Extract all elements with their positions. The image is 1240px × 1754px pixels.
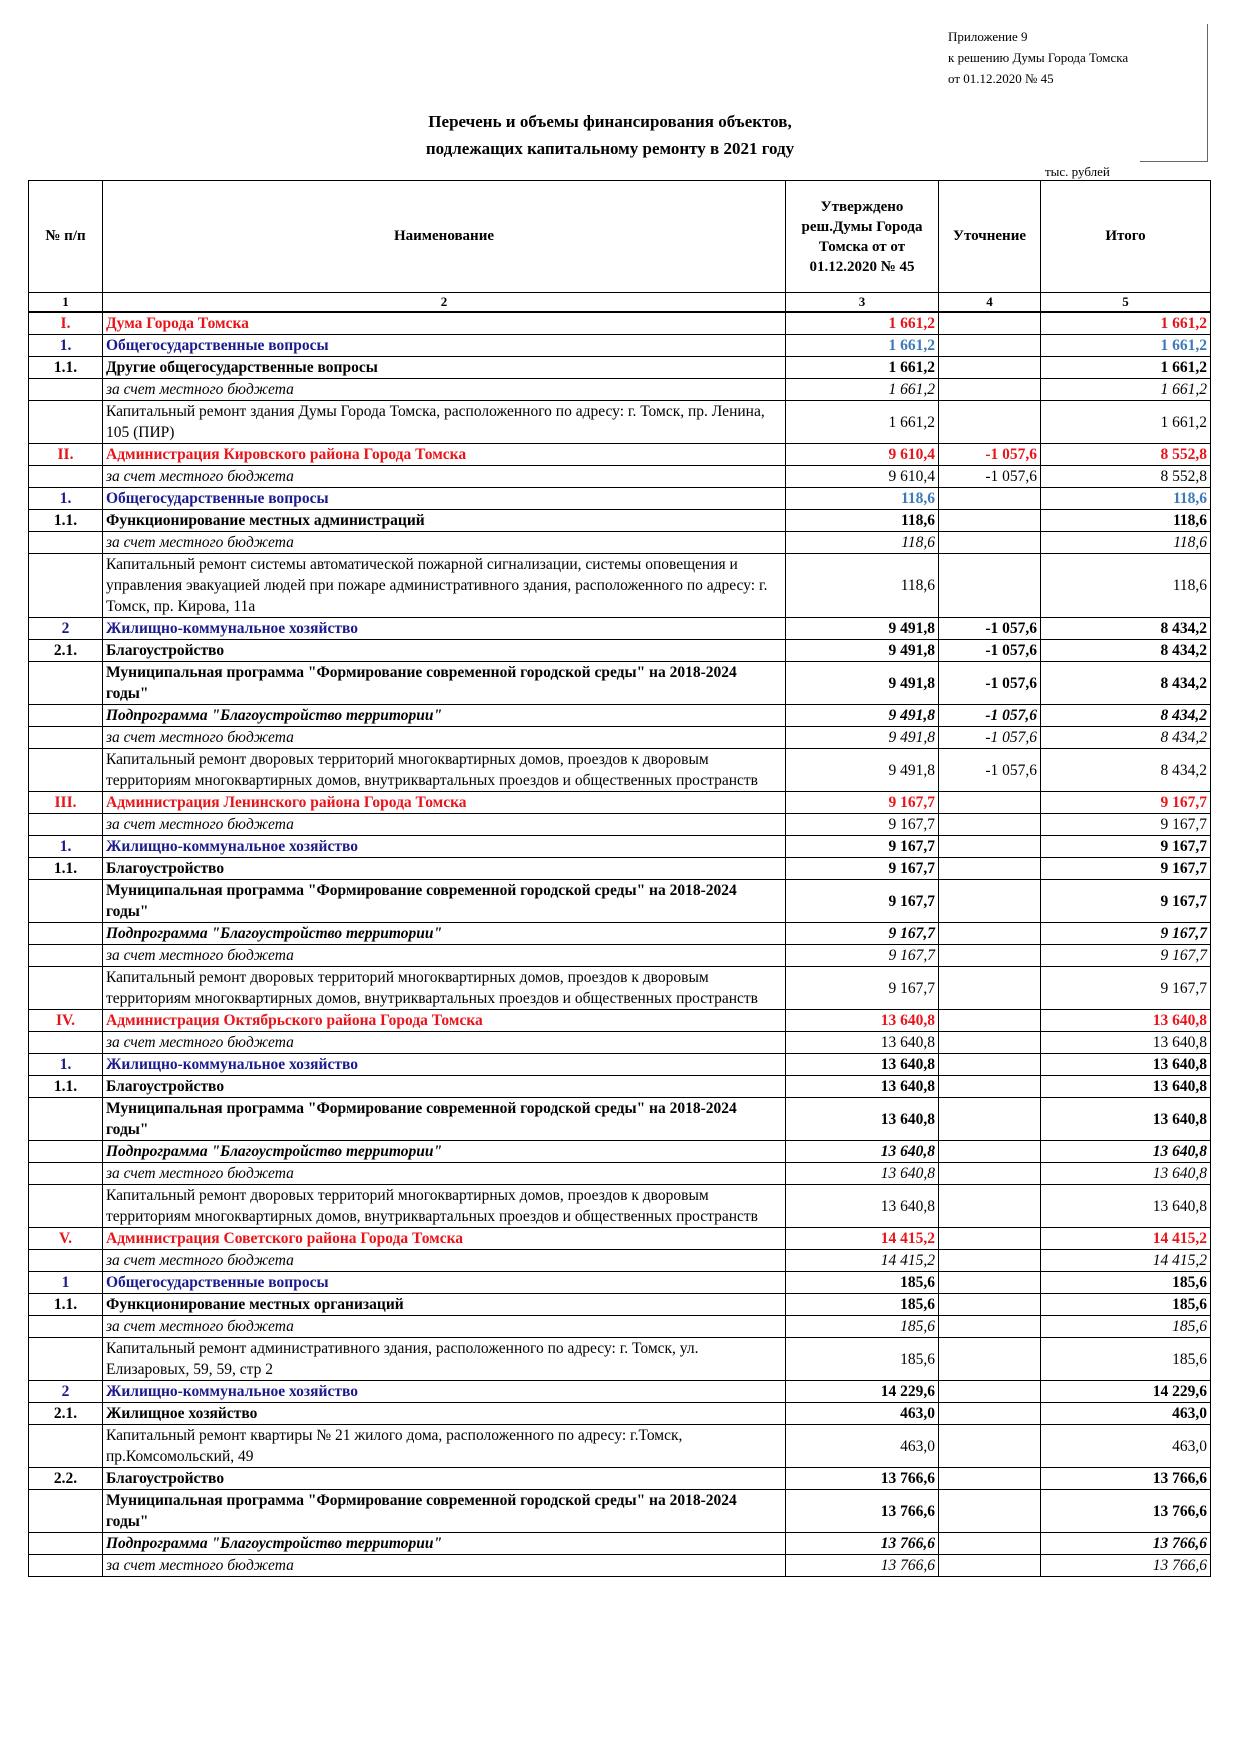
row-number [29, 1163, 103, 1185]
table-row [29, 640, 1211, 662]
table-row [29, 749, 1211, 792]
table-row [29, 814, 1211, 836]
header-row [29, 181, 1211, 293]
colnum-5: 5 [1041, 293, 1211, 313]
row-clarify: -1 057,6 [939, 727, 1041, 749]
row-name: Функционирование местных администраций [103, 510, 786, 532]
row-number: III. [29, 792, 103, 814]
table-row [29, 554, 1211, 618]
row-clarify [939, 335, 1041, 357]
row-clarify [939, 1555, 1041, 1577]
row-approved: 463,0 [786, 1403, 939, 1425]
row-total: 13 640,8 [1041, 1010, 1211, 1032]
row-approved: 9 491,8 [786, 640, 939, 662]
row-clarify [939, 1272, 1041, 1294]
appendix-border-vertical [1207, 24, 1208, 162]
row-approved: 14 229,6 [786, 1381, 939, 1403]
table-row [29, 880, 1211, 923]
row-name: Администрация Октябрьского района Города Томска [103, 1010, 786, 1032]
table-row [29, 1032, 1211, 1054]
row-total: 13 640,8 [1041, 1163, 1211, 1185]
row-name: Капитальный ремонт квартиры № 21 жилого дома, расположенного по адресу: г.Томск, пр.Комсомольский, 49 [103, 1425, 786, 1468]
row-total: 185,6 [1041, 1272, 1211, 1294]
table-row [29, 967, 1211, 1010]
row-approved: 9 167,7 [786, 858, 939, 880]
row-approved: 9 167,7 [786, 814, 939, 836]
row-name: Капитальный ремонт дворовых территорий многоквартирных домов, проездов к дворовым территориям многоквартирных домов, внутриквартальных проездов и общественных пространств [103, 967, 786, 1010]
table-row [29, 1381, 1211, 1403]
row-approved: 13 640,8 [786, 1141, 939, 1163]
row-name: Жилищно-коммунальное хозяйство [103, 1054, 786, 1076]
row-total: 9 167,7 [1041, 880, 1211, 923]
table-row [29, 705, 1211, 727]
row-clarify [939, 554, 1041, 618]
row-approved: 9 491,8 [786, 618, 939, 640]
row-total: 8 552,8 [1041, 444, 1211, 466]
row-number [29, 532, 103, 554]
row-approved: 1 661,2 [786, 357, 939, 379]
colnum-3: 3 [786, 293, 939, 313]
row-approved: 13 766,6 [786, 1555, 939, 1577]
table-row [29, 1228, 1211, 1250]
header-total: Итого [1041, 181, 1211, 293]
row-name: Администрация Кировского района Города Томска [103, 444, 786, 466]
row-total: 1 661,2 [1041, 335, 1211, 357]
row-clarify [939, 379, 1041, 401]
row-name: Муниципальная программа "Формирование современной городской среды" на 2018-2024 годы" [103, 1490, 786, 1533]
row-approved: 1 661,2 [786, 335, 939, 357]
row-number: V. [29, 1228, 103, 1250]
table-row [29, 379, 1211, 401]
row-number [29, 662, 103, 705]
table-row [29, 1555, 1211, 1577]
row-total: 185,6 [1041, 1294, 1211, 1316]
row-number: 1.1. [29, 357, 103, 379]
row-name: за счет местного бюджета [103, 532, 786, 554]
appendix-line-3: от 01.12.2020 № 45 [948, 71, 1054, 86]
row-total: 13 640,8 [1041, 1032, 1211, 1054]
row-number [29, 705, 103, 727]
row-approved: 13 640,8 [786, 1098, 939, 1141]
colnum-4: 4 [939, 293, 1041, 313]
table-row [29, 945, 1211, 967]
row-clarify [939, 1250, 1041, 1272]
row-approved: 9 610,4 [786, 466, 939, 488]
row-total: 13 640,8 [1041, 1141, 1211, 1163]
row-approved: 1 661,2 [786, 401, 939, 444]
row-number: 1.1. [29, 1294, 103, 1316]
row-number [29, 401, 103, 444]
row-clarify: -1 057,6 [939, 640, 1041, 662]
table-row [29, 1054, 1211, 1076]
row-total: 13 766,6 [1041, 1468, 1211, 1490]
row-number [29, 379, 103, 401]
row-name: за счет местного бюджета [103, 1032, 786, 1054]
appendix-line-2: к решению Думы Города Томска [948, 50, 1129, 65]
row-clarify: -1 057,6 [939, 705, 1041, 727]
row-name: за счет местного бюджета [103, 1163, 786, 1185]
row-name: Капитальный ремонт дворовых территорий многоквартирных домов, проездов к дворовым территориям многоквартирных домов, внутриквартальных проездов и общественных пространств [103, 1185, 786, 1228]
row-approved: 13 640,8 [786, 1054, 939, 1076]
table-row [29, 1316, 1211, 1338]
row-clarify: -1 057,6 [939, 749, 1041, 792]
row-number [29, 1098, 103, 1141]
row-total: 1 661,2 [1041, 401, 1211, 444]
appendix-border-horizontal [1140, 161, 1208, 162]
row-number [29, 1490, 103, 1533]
table-row [29, 1272, 1211, 1294]
table-row [29, 792, 1211, 814]
table-row [29, 1163, 1211, 1185]
row-approved: 9 610,4 [786, 444, 939, 466]
row-number: 1. [29, 488, 103, 510]
row-total: 185,6 [1041, 1316, 1211, 1338]
row-total: 9 167,7 [1041, 814, 1211, 836]
row-clarify [939, 357, 1041, 379]
row-total: 8 434,2 [1041, 727, 1211, 749]
row-total: 14 415,2 [1041, 1250, 1211, 1272]
row-clarify [939, 967, 1041, 1010]
table-row [29, 1425, 1211, 1468]
row-clarify [939, 1533, 1041, 1555]
row-clarify [939, 1403, 1041, 1425]
table-row [29, 1468, 1211, 1490]
document-title [300, 108, 920, 162]
table-row [29, 1076, 1211, 1098]
row-total: 9 167,7 [1041, 923, 1211, 945]
row-number [29, 923, 103, 945]
row-number: 2.1. [29, 1403, 103, 1425]
row-number [29, 1533, 103, 1555]
table-row [29, 727, 1211, 749]
row-total: 9 167,7 [1041, 967, 1211, 1010]
row-name: Подпрограмма "Благоустройство территории" [103, 923, 786, 945]
row-clarify [939, 1054, 1041, 1076]
table-row [29, 1294, 1211, 1316]
row-total: 13 766,6 [1041, 1490, 1211, 1533]
row-number: 1. [29, 1054, 103, 1076]
row-name: за счет местного бюджета [103, 1316, 786, 1338]
row-clarify [939, 1185, 1041, 1228]
table-row [29, 335, 1211, 357]
row-number: IV. [29, 1010, 103, 1032]
row-number [29, 880, 103, 923]
row-approved: 118,6 [786, 532, 939, 554]
row-name: за счет местного бюджета [103, 379, 786, 401]
row-name: Капитальный ремонт системы автоматической пожарной сигнализации, системы оповещения и управления эвакуацией людей при пожаре административного здания, расположенного по адресу: г. Томск, пр. Кирова, 11а [103, 554, 786, 618]
row-total: 118,6 [1041, 510, 1211, 532]
row-number [29, 1250, 103, 1272]
row-total: 1 661,2 [1041, 357, 1211, 379]
table-row [29, 1141, 1211, 1163]
row-total: 1 661,2 [1041, 379, 1211, 401]
row-name: Администрация Ленинского района Города Томска [103, 792, 786, 814]
row-clarify [939, 1076, 1041, 1098]
row-clarify: -1 057,6 [939, 466, 1041, 488]
table-row [29, 312, 1211, 335]
row-number: 2 [29, 618, 103, 640]
row-number [29, 749, 103, 792]
row-approved: 13 766,6 [786, 1490, 939, 1533]
row-total: 13 766,6 [1041, 1555, 1211, 1577]
row-number [29, 1555, 103, 1577]
table-row [29, 488, 1211, 510]
row-number [29, 1185, 103, 1228]
row-clarify [939, 532, 1041, 554]
row-total: 13 640,8 [1041, 1076, 1211, 1098]
row-name: за счет местного бюджета [103, 1555, 786, 1577]
row-approved: 9 491,8 [786, 749, 939, 792]
row-number [29, 1032, 103, 1054]
row-approved: 14 415,2 [786, 1250, 939, 1272]
row-clarify [939, 1163, 1041, 1185]
row-name: Благоустройство [103, 640, 786, 662]
row-clarify [939, 923, 1041, 945]
title-line-2: подлежащих капитальному ремонту в 2021 году [425, 139, 795, 158]
row-clarify: -1 057,6 [939, 662, 1041, 705]
row-name: Подпрограмма "Благоустройство территории" [103, 705, 786, 727]
row-approved: 185,6 [786, 1316, 939, 1338]
row-clarify [939, 1294, 1041, 1316]
row-clarify [939, 1338, 1041, 1381]
row-number [29, 967, 103, 1010]
row-clarify [939, 401, 1041, 444]
row-number: 1. [29, 836, 103, 858]
row-clarify: -1 057,6 [939, 618, 1041, 640]
row-number [29, 727, 103, 749]
table-row [29, 401, 1211, 444]
row-approved: 9 167,7 [786, 967, 939, 1010]
row-name: за счет местного бюджета [103, 727, 786, 749]
table-row [29, 1250, 1211, 1272]
table-row [29, 662, 1211, 705]
row-name: Общегосударственные вопросы [103, 488, 786, 510]
row-number: 1.1. [29, 858, 103, 880]
row-name: Капитальный ремонт здания Думы Города Томска, расположенного по адресу: г. Томск, пр. Ленина, 105 (ПИР) [103, 401, 786, 444]
row-number: 2.2. [29, 1468, 103, 1490]
row-approved: 9 491,8 [786, 705, 939, 727]
row-clarify [939, 1098, 1041, 1141]
table-row [29, 466, 1211, 488]
row-approved: 9 167,7 [786, 945, 939, 967]
header-num: № п/п [29, 181, 103, 293]
row-name: Администрация Советского района Города Томска [103, 1228, 786, 1250]
row-clarify [939, 488, 1041, 510]
row-clarify [939, 792, 1041, 814]
row-total: 9 167,7 [1041, 836, 1211, 858]
row-approved: 1 661,2 [786, 379, 939, 401]
table-row [29, 510, 1211, 532]
row-approved: 13 640,8 [786, 1032, 939, 1054]
row-approved: 9 167,7 [786, 836, 939, 858]
header-name: Наименование [103, 181, 786, 293]
row-number: 2.1. [29, 640, 103, 662]
row-name: Общегосударственные вопросы [103, 335, 786, 357]
row-name: Муниципальная программа "Формирование современной городской среды" на 2018-2024 годы" [103, 880, 786, 923]
row-total: 8 552,8 [1041, 466, 1211, 488]
table-row [29, 1185, 1211, 1228]
row-name: Функционирование местных организаций [103, 1294, 786, 1316]
row-clarify [939, 945, 1041, 967]
row-total: 463,0 [1041, 1425, 1211, 1468]
row-total: 8 434,2 [1041, 749, 1211, 792]
row-clarify [939, 1010, 1041, 1032]
row-approved: 13 766,6 [786, 1533, 939, 1555]
row-number [29, 1141, 103, 1163]
row-name: Другие общегосударственные вопросы [103, 357, 786, 379]
row-number: 2 [29, 1381, 103, 1403]
row-clarify [939, 1468, 1041, 1490]
row-number: 1.1. [29, 1076, 103, 1098]
row-approved: 463,0 [786, 1425, 939, 1468]
table-row [29, 444, 1211, 466]
row-name: Жилищно-коммунальное хозяйство [103, 618, 786, 640]
row-clarify [939, 814, 1041, 836]
header-approved: Утверждено реш.Думы Города Томска от от 01.12.2020 № 45 [786, 181, 939, 293]
row-total: 14 415,2 [1041, 1228, 1211, 1250]
row-number [29, 814, 103, 836]
table-row [29, 532, 1211, 554]
row-approved: 9 491,8 [786, 662, 939, 705]
row-approved: 118,6 [786, 488, 939, 510]
unit-label: тыс. рублей [1045, 164, 1110, 179]
row-clarify [939, 510, 1041, 532]
appendix-note [948, 26, 1128, 89]
row-approved: 9 167,7 [786, 880, 939, 923]
row-total: 13 640,8 [1041, 1098, 1211, 1141]
row-total: 118,6 [1041, 532, 1211, 554]
row-clarify [939, 1141, 1041, 1163]
table-row [29, 836, 1211, 858]
row-name: Капитальный ремонт административного здания, расположенного по адресу: г. Томск, ул. Елизаровых, 59, 59, стр 2 [103, 1338, 786, 1381]
row-total: 9 167,7 [1041, 792, 1211, 814]
row-approved: 13 640,8 [786, 1076, 939, 1098]
row-total: 185,6 [1041, 1338, 1211, 1381]
row-name: Жилищно-коммунальное хозяйство [103, 1381, 786, 1403]
row-total: 1 661,2 [1041, 312, 1211, 335]
row-total: 118,6 [1041, 554, 1211, 618]
row-name: Жилищное хозяйство [103, 1403, 786, 1425]
row-approved: 13 640,8 [786, 1163, 939, 1185]
row-approved: 13 640,8 [786, 1185, 939, 1228]
table-row [29, 1010, 1211, 1032]
row-number: II. [29, 444, 103, 466]
row-total: 8 434,2 [1041, 662, 1211, 705]
table-row [29, 618, 1211, 640]
colnum-1: 1 [29, 293, 103, 313]
row-name: Подпрограмма "Благоустройство территории" [103, 1141, 786, 1163]
row-approved: 9 167,7 [786, 923, 939, 945]
financing-table [28, 180, 1211, 1577]
appendix-line-1: Приложение 9 [948, 29, 1028, 44]
row-name: за счет местного бюджета [103, 1250, 786, 1272]
table-row [29, 923, 1211, 945]
table-row [29, 1533, 1211, 1555]
row-approved: 185,6 [786, 1294, 939, 1316]
row-approved: 118,6 [786, 554, 939, 618]
table-row [29, 1338, 1211, 1381]
row-number [29, 945, 103, 967]
table-row [29, 858, 1211, 880]
row-total: 8 434,2 [1041, 618, 1211, 640]
row-name: за счет местного бюджета [103, 945, 786, 967]
row-approved: 14 415,2 [786, 1228, 939, 1250]
row-number: I. [29, 312, 103, 335]
row-number [29, 554, 103, 618]
row-name: Благоустройство [103, 1468, 786, 1490]
row-total: 8 434,2 [1041, 640, 1211, 662]
row-clarify [939, 836, 1041, 858]
row-name: Подпрограмма "Благоустройство территории" [103, 1533, 786, 1555]
row-clarify [939, 1032, 1041, 1054]
row-total: 8 434,2 [1041, 705, 1211, 727]
row-approved: 185,6 [786, 1272, 939, 1294]
table-row [29, 1403, 1211, 1425]
row-total: 14 229,6 [1041, 1381, 1211, 1403]
row-name: Благоустройство [103, 858, 786, 880]
row-number [29, 1338, 103, 1381]
row-number: 1.1. [29, 510, 103, 532]
row-name: Общегосударственные вопросы [103, 1272, 786, 1294]
row-clarify: -1 057,6 [939, 444, 1041, 466]
row-clarify [939, 312, 1041, 335]
row-total: 13 640,8 [1041, 1054, 1211, 1076]
row-name: Жилищно-коммунальное хозяйство [103, 836, 786, 858]
row-name: Муниципальная программа "Формирование современной городской среды" на 2018-2024 годы" [103, 1098, 786, 1141]
row-approved: 9 167,7 [786, 792, 939, 814]
row-total: 13 640,8 [1041, 1185, 1211, 1228]
colnum-2: 2 [103, 293, 786, 313]
row-approved: 13 766,6 [786, 1468, 939, 1490]
row-total: 9 167,7 [1041, 945, 1211, 967]
title-line-1: Перечень и объемы финансирования объектов, [428, 112, 792, 131]
row-clarify [939, 1425, 1041, 1468]
row-number [29, 1316, 103, 1338]
row-number: 1. [29, 335, 103, 357]
row-clarify [939, 1381, 1041, 1403]
column-number-row [29, 293, 1211, 313]
row-name: Дума Города Томска [103, 312, 786, 335]
table-row [29, 357, 1211, 379]
row-total: 118,6 [1041, 488, 1211, 510]
row-name: за счет местного бюджета [103, 466, 786, 488]
row-number [29, 466, 103, 488]
row-name: Благоустройство [103, 1076, 786, 1098]
row-clarify [939, 880, 1041, 923]
row-name: Капитальный ремонт дворовых территорий многоквартирных домов, проездов к дворовым территориям многоквартирных домов, внутриквартальных проездов и общественных пространств [103, 749, 786, 792]
row-clarify [939, 1316, 1041, 1338]
table-row [29, 1490, 1211, 1533]
header-clarify: Уточнение [939, 181, 1041, 293]
row-total: 9 167,7 [1041, 858, 1211, 880]
row-number [29, 1425, 103, 1468]
row-name: Муниципальная программа "Формирование современной городской среды" на 2018-2024 годы" [103, 662, 786, 705]
row-approved: 118,6 [786, 510, 939, 532]
row-approved: 1 661,2 [786, 312, 939, 335]
row-clarify [939, 1490, 1041, 1533]
row-clarify [939, 1228, 1041, 1250]
row-approved: 9 491,8 [786, 727, 939, 749]
table-row [29, 1098, 1211, 1141]
row-name: за счет местного бюджета [103, 814, 786, 836]
row-approved: 13 640,8 [786, 1010, 939, 1032]
row-total: 13 766,6 [1041, 1533, 1211, 1555]
row-number: 1 [29, 1272, 103, 1294]
row-clarify [939, 858, 1041, 880]
row-total: 463,0 [1041, 1403, 1211, 1425]
row-approved: 185,6 [786, 1338, 939, 1381]
